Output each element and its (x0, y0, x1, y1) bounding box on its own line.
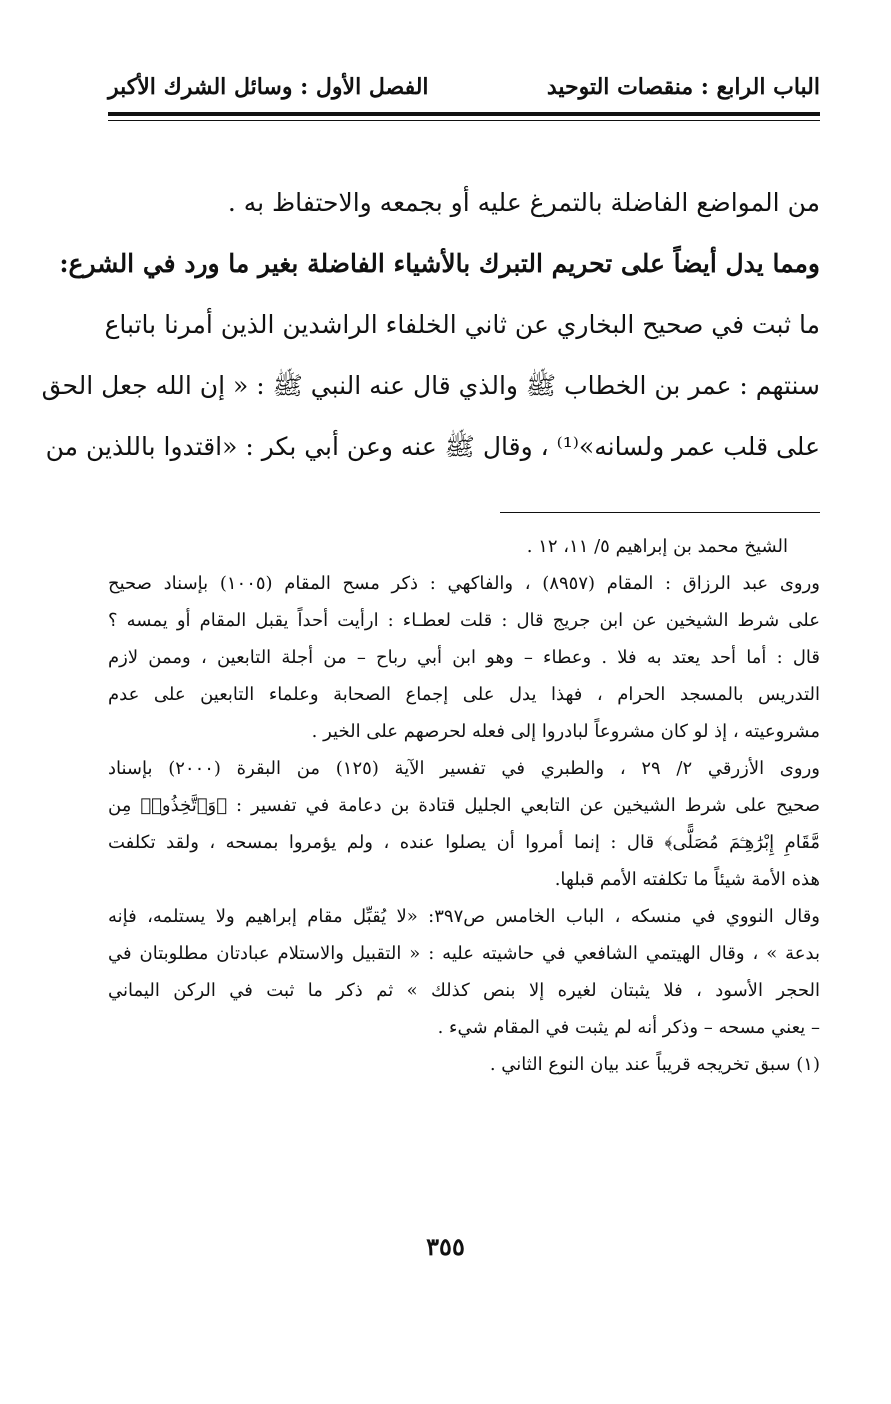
footnote-line: صحيح على شرط الشيخين عن التابعي الجليل قتادة بن دعامة في تفسير : ﴿وَٱتَّخِذُوا۟ مِن (108, 795, 820, 816)
section-title: الفصل الأول : وسائل الشرك الأكبر (108, 74, 429, 100)
header-rule-thin (108, 120, 820, 121)
footnote-line: الشيخ محمد بن إبراهيم ٥/ ١١، ١٢ . (526, 536, 788, 557)
body-line: من المواضع الفاضلة بالتمرغ عليه أو بجمعه والاحتفاظ به . (227, 188, 820, 217)
footnote-line: بدعة » ، وقال الهيتمي الشافعي في حاشيته عليه : « التقبيل والاستلام عبادتان مطلوبتان في (108, 943, 820, 964)
footnote-line: مشروعيته ، إذ لو كان مشروعاً لبادروا إلى فعله لحرصهم على الخير . (311, 721, 820, 742)
footnote-line: وروى الأزرقي ٢/ ٢٩ ، والطبري في تفسير الآية (١٢٥) من البقرة (٢٠٠٠) بإسناد (108, 758, 820, 779)
body-line: ما ثبت في صحيح البخاري عن ثاني الخلفاء الراشدين الذين أمرنا باتباع (104, 310, 820, 339)
footnote-line: – يعني مسحه – وذكر أنه لم يثبت في المقام شيء . (437, 1017, 820, 1038)
footnote-line: هذه الأمة شيئاً ما تكلفته الأمم قبلها. (554, 869, 820, 890)
footnote-line: الحجر الأسود ، فلا يثبتان لغيره إلا بنص كذلك » ثم ذكر ما ثبت في الركن اليماني (108, 980, 820, 1001)
running-header (108, 74, 820, 114)
footnote-line: التدريس بالمسجد الحرام ، فهذا يدل على إجماع الصحابة وعلماء التابعين على عدم (108, 684, 820, 705)
footnote-line: وروى عبد الرزاق : المقام (٨٩٥٧) ، والفاكهي : ذكر مسح المقام (١٠٠٥) بإسناد صحيح (108, 573, 820, 594)
body-line: على قلب عمر ولسانه»⁽¹⁾ ، وقال ﷺ عنه وعن أبي بكر : «اقتدوا باللذين من (45, 432, 820, 461)
footnote-line: وقال النووي في منسكه ، الباب الخامس ص٣٩٧: «لا يُقبِّل مقام إبراهيم ولا يستلمه، فإنه (108, 906, 820, 927)
header-rule-thick (108, 112, 820, 116)
page-number: ٣٥٥ (426, 1232, 465, 1261)
footnote-line: على شرط الشيخين عن ابن جريج قال : قلت لعطـاء : ارأيت أحداً يقبل المقام أو يمسه ؟ (108, 610, 820, 631)
main-text (41, 172, 820, 477)
body-line: سنتهم : عمر بن الخطاب ﷺ والذي قال عنه النبي ﷺ : « إن الله جعل الحق (41, 371, 820, 400)
chapter-title: الباب الرابع : منقصات التوحيد (546, 74, 820, 100)
footnote-line: قال : أما أحد يعتد به فلا . وعطاء – وهو ابن أبي رباح – من أجلة التابعين ، وممن لازم (108, 647, 820, 668)
footnote-separator (500, 512, 820, 513)
body-line: ومما يدل أيضاً على تحريم التبرك بالأشياء الفاضلة بغير ما ورد في الشرع: (59, 249, 820, 278)
footnotes (108, 528, 820, 1083)
footnote-line: (١) سبق تخريجه قريباً عند بيان النوع الثاني . (489, 1054, 820, 1075)
footnote-line: مَّقَامِ إِبْرَٰهِـۧمَ مُصَلًّى﴾ قال : إنما أمروا أن يصلوا عنده ، ولم يؤمروا بمسحه ، ولقد تكلفت (108, 832, 820, 853)
